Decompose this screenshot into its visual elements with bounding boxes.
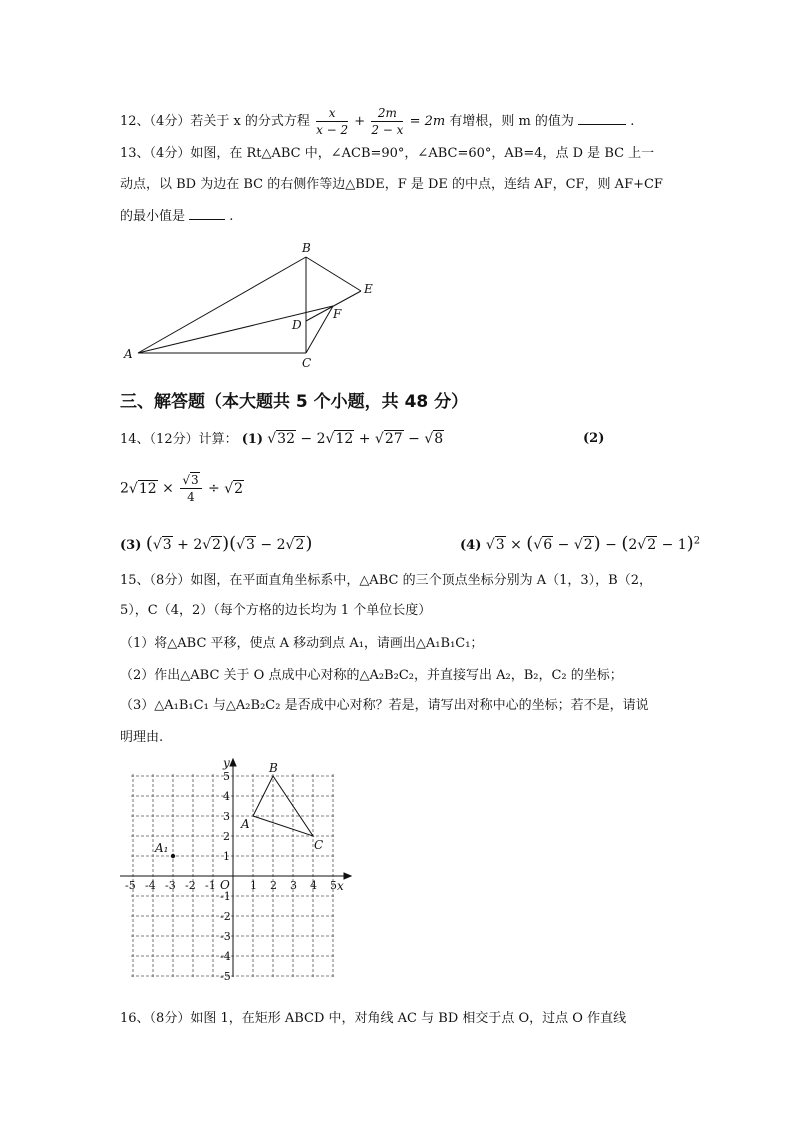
y-tick-label: 3 — [223, 810, 230, 823]
q13-answer-blank[interactable] — [189, 207, 225, 220]
q12-fraction-1 — [316, 105, 348, 138]
sqrt-icon: √2 — [285, 537, 305, 553]
sqrt-icon: √2 — [202, 537, 222, 553]
segment-CF — [306, 306, 333, 353]
y-tick-label: -5 — [220, 970, 231, 983]
label-A: A — [124, 347, 133, 361]
y-tick-label: -3 — [220, 930, 231, 943]
sqrt-icon: √6 — [533, 537, 553, 553]
sqrt-icon: √2 — [573, 537, 593, 553]
q12-f1-numerator: x — [316, 105, 348, 122]
origin-label: O — [220, 878, 230, 892]
sqrt-icon: √3 — [236, 537, 255, 553]
segment-BE — [306, 257, 361, 291]
q13-line-3 — [120, 207, 233, 226]
x-tick-label: -4 — [145, 879, 156, 892]
x-tick-label: -2 — [185, 879, 196, 892]
q14-label: 14、（12分）计算： — [120, 432, 238, 447]
x-tick-label: 5 — [330, 879, 337, 892]
y-axis-label: y — [223, 756, 230, 770]
x-tick-label: 1 — [250, 879, 257, 892]
x-tick-label: 3 — [290, 879, 297, 892]
segment-AF — [138, 306, 333, 353]
y-tick-label: 4 — [223, 790, 230, 803]
q14-part-3-label: (3) — [120, 538, 142, 553]
label-F: F — [333, 307, 342, 321]
q14-part-4-label: (4) — [460, 538, 482, 553]
label-A: A — [241, 817, 250, 831]
q14-expr-4: (4) $√3 \times (√6 - √2) - (2√2 - 1)^2$ — [460, 533, 701, 554]
q12-f2-denominator: 2 − x — [371, 123, 404, 137]
q14-expr-3: (3) (√3 + 2√2)(√3 − 2√2) — [120, 533, 313, 554]
y-axis-arrow-icon — [230, 759, 236, 766]
x-tick-label: -1 — [205, 879, 216, 892]
section-3-heading: 三、解答题（本大题共 5 个小题，共 48 分） — [120, 392, 469, 412]
y-tick-label: 5 — [223, 770, 230, 783]
x-axis-arrow-icon — [344, 873, 351, 879]
sqrt-icon: √2 — [637, 537, 657, 553]
q12-prefix: 12、（4分）若关于 x 的分式方程 — [120, 114, 310, 129]
sqrt-icon: √12 — [325, 431, 354, 447]
q15-sub-3-b: 明理由. — [120, 730, 164, 745]
q12-plus: + — [354, 114, 366, 129]
q12-end: . — [630, 114, 635, 129]
q13-figure — [115, 236, 385, 371]
label-D: D — [292, 318, 302, 332]
sqrt-icon: √3 — [152, 537, 172, 553]
q12-f1-denominator: x − 2 — [316, 123, 349, 137]
y-tick-label: -1 — [220, 890, 231, 903]
label-C: C — [314, 838, 324, 852]
q14-expr-2: 2√12 × $\frac{√3}{4}$ ÷ √2 — [120, 473, 244, 504]
q15-sub-3-a: （3）△A₁B₁C₁ 与△A₂B₂C₂ 是否成中心对称？若是，请写出对称中心的坐标；若不是，请说 — [120, 698, 649, 713]
q14-line-1 — [120, 430, 444, 449]
sqrt-icon: √3 — [485, 537, 505, 553]
q12-f2-numerator: 2m — [371, 105, 403, 122]
label-B: B — [269, 761, 278, 775]
triangle-ABC — [253, 776, 313, 836]
y-tick-label: 1 — [223, 850, 230, 863]
x-axis-label: x — [337, 879, 344, 893]
point-A1 — [171, 854, 175, 858]
q12-answer-blank[interactable] — [578, 112, 626, 125]
q14-e2-fraction: $\frac{√3}{4}$ — [180, 472, 201, 505]
y-tick-label: -2 — [220, 910, 231, 923]
x-tick-label: -3 — [165, 879, 176, 892]
sqrt-icon: √27 — [374, 431, 403, 447]
q15-line-1: 15、（8分）如图，在平面直角坐标系中，△ABC 的三个顶点坐标分别为 A（1，3），B（2， — [120, 573, 652, 588]
segment-AB — [138, 257, 306, 353]
q16-line-1: 16、（8分）如图 1，在矩形 ABCD 中，对角线 AC 与 BD 相交于点 O，过点 O 作直线 — [120, 1011, 627, 1026]
q12-equals: = 2m — [409, 114, 446, 129]
q13-line-3-text: 的最小值是 — [120, 209, 186, 224]
q14-part-2-label: (2) — [583, 431, 605, 446]
q15-line-2: 5），C（4，2）（每个方格的边长均为 1 个单位长度） — [120, 603, 432, 618]
sqrt-icon: √32 — [267, 431, 295, 447]
label-C: C — [302, 356, 312, 370]
sqrt-icon: √8 — [424, 431, 444, 447]
x-tick-label: 4 — [310, 879, 317, 892]
label-A1: A₁ — [155, 841, 169, 855]
q15-sub-2: （2）作出△ABC 关于 O 点成中心对称的△A₂B₂C₂，并直接写出 A₂，B₂，C₂ 的坐标； — [120, 668, 623, 683]
q13-line-2: 动点，以 BD 为边在 BC 的右侧作等边△BDE，F 是 DE 的中点，连结 AF，CF，则 AF+CF — [120, 177, 663, 192]
label-E: E — [364, 282, 373, 296]
q12-fraction-2 — [371, 105, 403, 138]
x-tick-label: -5 — [125, 879, 136, 892]
q15-sub-1: （1）将△ABC 平移，使点 A 移动到点 A₁，请画出△A₁B₁C₁； — [120, 636, 484, 651]
y-tick-label: -4 — [220, 950, 231, 963]
q12-suffix: 有增根，则 m 的值为 — [449, 114, 574, 129]
label-B: B — [302, 241, 311, 255]
q14-part-1-label: (1) — [241, 432, 264, 447]
q13-line-1: 13、（4分）如图，在 Rt△ABC 中，∠ACB=90°，∠ABC=60°，AB=4，点 D 是 BC 上一 — [120, 146, 655, 161]
sqrt-icon: √12 — [128, 480, 157, 497]
x-tick-label: 2 — [270, 879, 277, 892]
q13-end: . — [229, 209, 234, 224]
sqrt-icon: √2 — [224, 480, 244, 497]
q14-expr-1: √32 − 2√12 + √27 − √8 — [267, 431, 444, 447]
y-tick-label: 2 — [223, 830, 230, 843]
q15-coordinate-grid — [115, 755, 360, 985]
q12-line — [120, 105, 634, 138]
